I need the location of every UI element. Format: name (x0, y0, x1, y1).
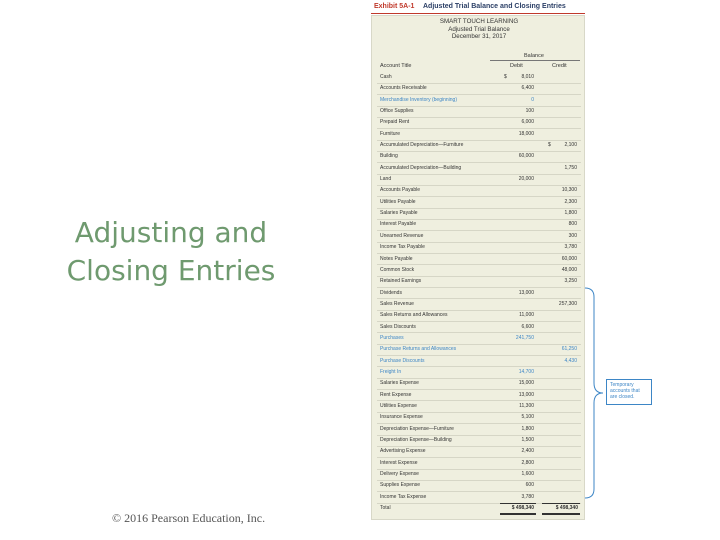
balance-divider (490, 60, 580, 61)
account-title-cell: Interest Expense (380, 459, 418, 466)
temporary-accounts-callout: Temporary accounts that are closed. (606, 379, 652, 405)
account-title-cell: Unearned Revenue (380, 232, 424, 239)
credit-cell: 3,250 (564, 278, 577, 285)
debit-cell: 6,400 (521, 85, 534, 92)
table-row (372, 151, 586, 162)
table-row (372, 276, 586, 287)
debit-cell: 100 (525, 108, 534, 115)
table-row (372, 412, 586, 423)
table-row (372, 378, 586, 389)
table-row (372, 458, 586, 469)
account-title-cell: Dividends (380, 289, 402, 296)
company-name: SMART TOUCH LEARNING (439, 18, 519, 25)
table-row (372, 163, 586, 174)
table-row (372, 367, 586, 378)
account-title-cell: Sales Revenue (380, 300, 414, 307)
table-row (372, 117, 586, 128)
table-row (372, 390, 586, 401)
table-row (372, 356, 586, 367)
credit-cell: 1,750 (564, 164, 577, 171)
debit-cell: 3,780 (521, 493, 534, 500)
dollar-sign: $ (504, 74, 507, 80)
total-row (372, 501, 586, 515)
debit-cell: 6,600 (521, 323, 534, 330)
slide-title-line-2: Closing Entries (66, 254, 276, 287)
account-title-cell: Supplies Expense (380, 482, 421, 489)
exhibit-label: Exhibit 5A-1 (374, 3, 415, 10)
credit-cell: 4,430 (564, 357, 577, 364)
report-name: Adjusted Trial Balance (448, 25, 510, 33)
debit-cell: 2,400 (521, 448, 534, 455)
table-row (372, 446, 586, 457)
table-row (372, 106, 586, 117)
account-title-cell: Notes Payable (380, 255, 413, 262)
debit-cell: 241,750 (515, 334, 534, 341)
debit-cell: 11,000 (519, 312, 534, 319)
table-row (372, 333, 586, 344)
exhibit-divider (371, 13, 585, 14)
credit-cell: 2,100 (564, 142, 577, 149)
account-title-cell: Purchases (380, 334, 404, 341)
account-title-cell: Office Supplies (380, 108, 414, 115)
copyright-notice: © 2016 Pearson Education, Inc. (112, 511, 266, 525)
debit-cell: 13,000 (518, 391, 534, 398)
temporary-accounts-brace (584, 287, 604, 499)
debit-cell: 5,100 (521, 414, 534, 421)
debit-cell: 60,000 (518, 153, 534, 160)
table-row (372, 424, 586, 435)
credit-cell: 800 (568, 221, 577, 228)
account-title-cell: Depreciation Expense—Furniture (380, 425, 454, 432)
exhibit-title: Adjusted Trial Balance and Closing Entries (423, 3, 566, 10)
debit-cell: 1,500 (521, 437, 534, 443)
slide-title-line-1: Adjusting and (74, 216, 268, 249)
table-row (372, 299, 586, 310)
column-header-credit: Credit (552, 63, 567, 69)
table-row (372, 95, 586, 106)
table-row (372, 231, 586, 242)
table-row (372, 344, 586, 355)
trial-balance-sheet (371, 15, 585, 520)
table-row (372, 469, 586, 480)
column-header-debit: Debit (510, 63, 523, 69)
account-rows (372, 72, 586, 503)
credit-cell: 48,000 (561, 266, 577, 273)
account-title-cell: Furniture (380, 130, 401, 137)
total-label: Total (380, 505, 391, 511)
account-title-cell: Prepaid Rent (380, 119, 410, 126)
account-title-cell: Salaries Expense (380, 380, 419, 387)
account-title-cell: Income Tax Payable (380, 244, 425, 251)
account-title-cell: Purchase Discounts (380, 357, 425, 364)
account-title-cell: Retained Earnings (380, 278, 422, 285)
debit-cell: 0 (531, 96, 534, 103)
column-header-account-title: Account Title (380, 63, 412, 69)
exhibit-header (371, 0, 585, 15)
table-row (372, 254, 586, 265)
report-date: December 31, 2017 (451, 33, 507, 41)
dollar-sign: $ (548, 142, 551, 149)
account-title-cell: Building (380, 153, 398, 160)
credit-cell: 60,000 (561, 255, 577, 262)
account-title-cell: Interest Payable (380, 221, 417, 228)
credit-cell: 257,300 (558, 300, 577, 307)
table-row (372, 401, 586, 412)
account-title-cell: Advertising Expense (380, 448, 426, 455)
account-title-cell: Freight In (380, 368, 402, 375)
table-row (372, 129, 586, 140)
table-row (372, 242, 586, 253)
debit-cell: 1,800 (521, 425, 534, 432)
account-title-cell: Insurance Expense (380, 414, 423, 421)
credit-cell: 300 (568, 232, 577, 239)
table-row (372, 480, 586, 491)
account-title-cell: Merchandise Inventory (beginning) (380, 96, 457, 103)
table-row (372, 197, 586, 208)
table-row (372, 310, 586, 321)
account-title-cell: Accounts Receivable (380, 85, 427, 92)
account-title-cell: Land (380, 176, 392, 183)
account-title-cell: Rent Expense (380, 391, 412, 398)
table-row (372, 265, 586, 276)
account-title-cell: Sales Returns and Allowances (380, 312, 448, 319)
table-row (372, 219, 586, 230)
balance-header: Balance (524, 53, 544, 59)
total-credit: $ 498,340 (542, 503, 580, 515)
debit-cell: 600 (525, 482, 534, 489)
account-title-cell: Accumulated Depreciation—Furniture (380, 142, 464, 149)
account-title-cell: Depreciation Expense—Building (380, 437, 452, 443)
account-title-cell: Accounts Payable (380, 187, 421, 194)
account-title-cell: Purchase Returns and Allowances (380, 346, 457, 353)
credit-cell: 2,300 (564, 198, 577, 205)
account-title-cell: Salaries Payable (380, 210, 418, 217)
total-debit: $ 498,340 (500, 503, 536, 515)
debit-cell: 11,300 (519, 402, 534, 409)
debit-cell: 14,700 (518, 368, 534, 375)
table-row (372, 72, 586, 83)
table-row (372, 185, 586, 196)
table-row (372, 435, 586, 446)
table-row (372, 174, 586, 185)
debit-cell: 8,010 (521, 74, 534, 80)
table-row (372, 83, 586, 94)
debit-cell: 15,000 (518, 380, 534, 387)
table-row (372, 208, 586, 219)
credit-cell: 61,250 (561, 346, 577, 353)
debit-cell: 1,600 (521, 471, 534, 478)
account-title-cell: Income Tax Expense (380, 493, 427, 500)
account-title-cell: Common Stock (380, 266, 415, 273)
debit-cell: 18,000 (518, 130, 534, 137)
debit-cell: 13,000 (518, 289, 534, 296)
credit-cell: 10,300 (561, 187, 577, 194)
credit-cell: 1,800 (564, 210, 577, 217)
account-title-cell: Delivery Expense (380, 471, 419, 478)
debit-cell: 20,000 (518, 176, 534, 183)
table-row (372, 288, 586, 299)
credit-cell: 3,780 (564, 244, 577, 251)
account-title-cell: Sales Discounts (380, 323, 416, 330)
account-title-cell: Cash (380, 74, 392, 80)
table-row (372, 322, 586, 333)
account-title-cell: Utilities Expense (380, 402, 417, 409)
debit-cell: 6,000 (521, 119, 534, 126)
table-row (372, 140, 586, 151)
account-title-cell: Utilities Payable (380, 198, 416, 205)
debit-cell: 2,800 (521, 459, 534, 466)
report-heading (372, 18, 586, 41)
account-title-cell: Accumulated Depreciation—Building (380, 164, 462, 171)
slide-title (40, 214, 302, 290)
